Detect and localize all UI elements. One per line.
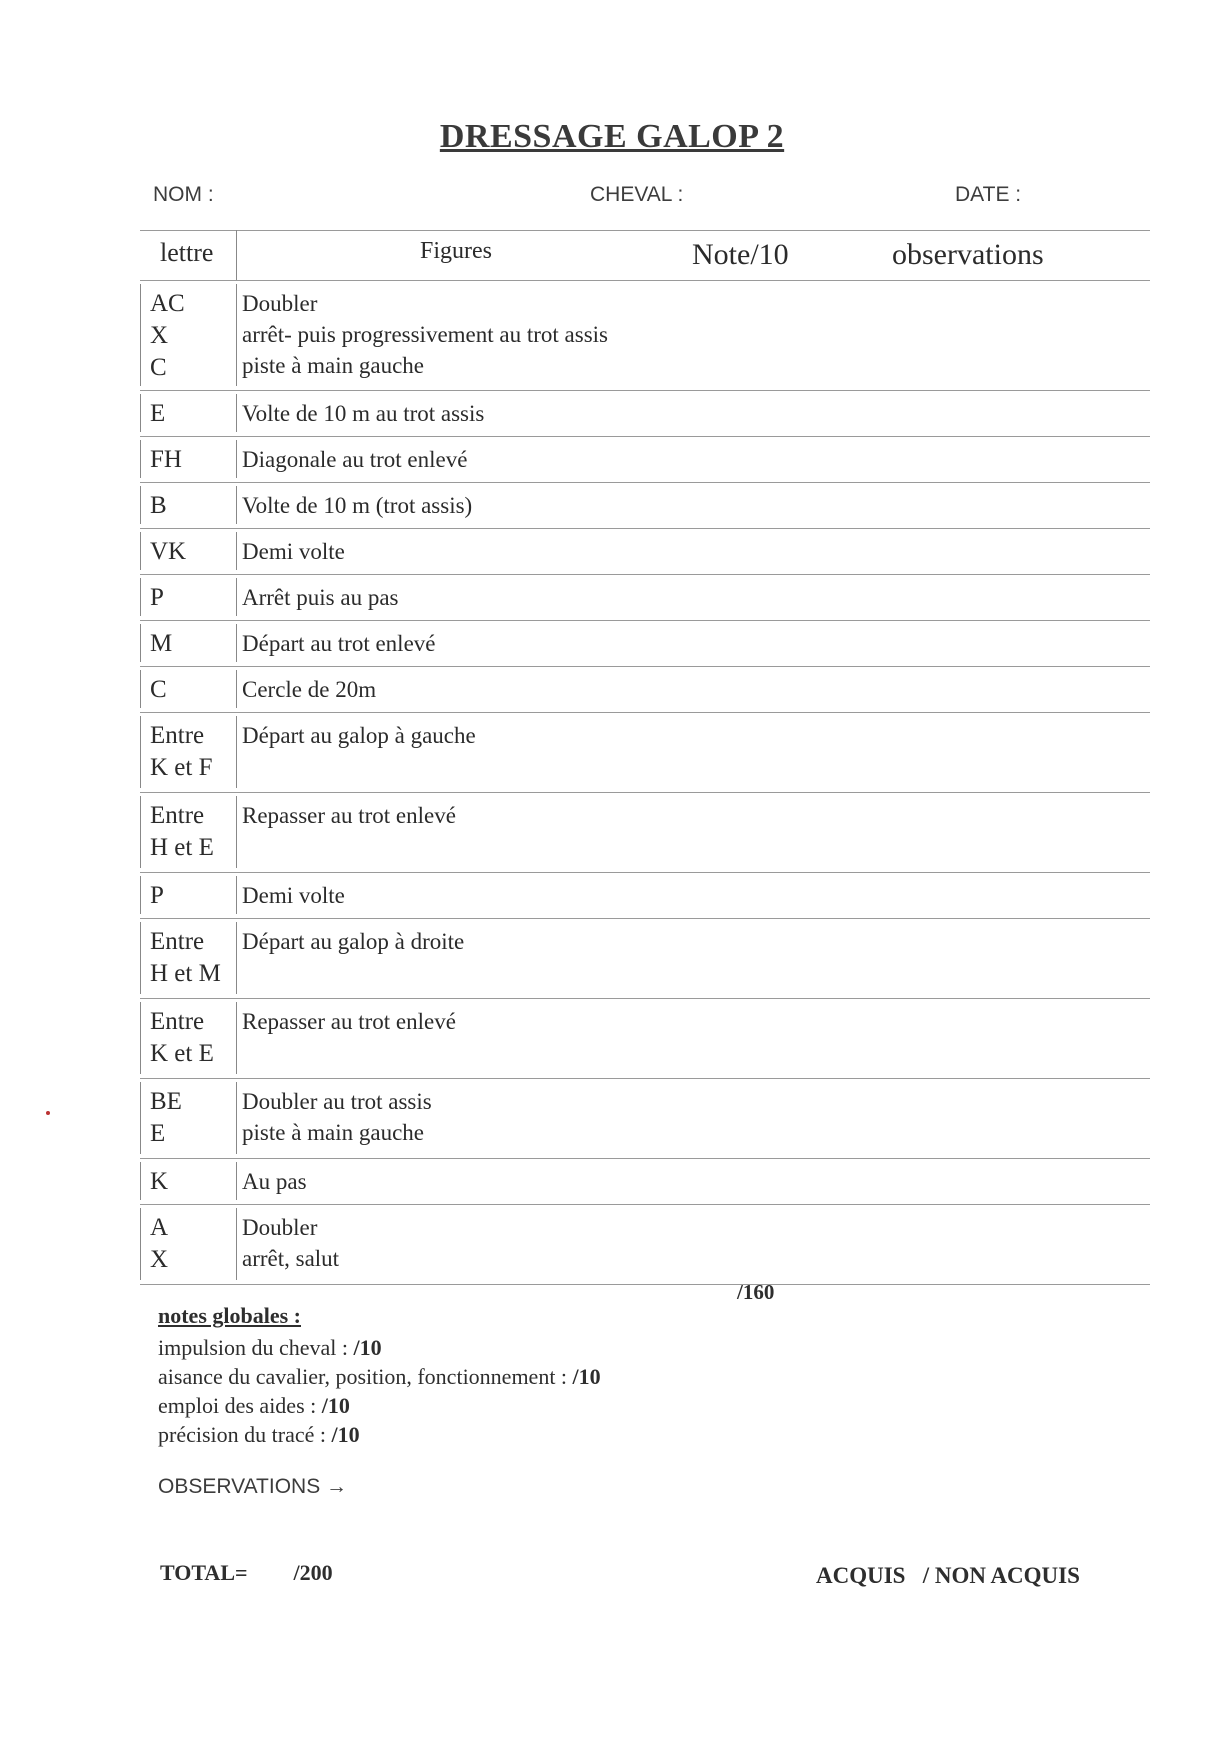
column-divider bbox=[236, 394, 237, 432]
column-divider bbox=[236, 1208, 237, 1280]
notes-globales-title: notes globales : bbox=[158, 1303, 301, 1328]
note-score: /10 bbox=[321, 1393, 350, 1418]
row-lettre: Entre H et E bbox=[150, 802, 214, 861]
column-divider bbox=[236, 1002, 237, 1074]
table-row bbox=[140, 280, 1150, 390]
note-score: /10 bbox=[353, 1335, 382, 1360]
row-figure: Volte de 10 m au trot assis bbox=[242, 401, 485, 426]
column-divider bbox=[236, 922, 237, 994]
table-row bbox=[140, 1158, 1150, 1204]
observations-label: OBSERVATIONS → bbox=[158, 1475, 348, 1498]
column-divider bbox=[140, 440, 141, 478]
row-lettre: K bbox=[150, 1168, 169, 1195]
table-row bbox=[140, 712, 1150, 792]
note-label: emploi des aides : bbox=[158, 1393, 317, 1418]
column-divider bbox=[140, 532, 141, 570]
column-divider bbox=[236, 1082, 237, 1154]
column-divider bbox=[236, 486, 237, 524]
note-label: aisance du cavalier, position, fonctionnement : bbox=[158, 1364, 568, 1389]
notes-globales-list bbox=[158, 1333, 601, 1449]
table-row bbox=[140, 436, 1150, 482]
table-row bbox=[140, 1078, 1150, 1158]
row-lettre: AC X C bbox=[150, 290, 185, 381]
row-figure: Au pas bbox=[242, 1169, 307, 1194]
row-figure: Diagonale au trot enlevé bbox=[242, 447, 468, 472]
total bbox=[160, 1560, 333, 1586]
column-divider bbox=[140, 876, 141, 914]
row-lettre: E bbox=[150, 400, 166, 427]
column-divider bbox=[236, 440, 237, 478]
table-row bbox=[140, 872, 1150, 918]
row-lettre: M bbox=[150, 630, 173, 657]
column-divider bbox=[140, 1208, 141, 1280]
column-divider bbox=[140, 284, 141, 386]
table-row bbox=[140, 666, 1150, 712]
note-score: /10 bbox=[572, 1364, 601, 1389]
row-lettre: P bbox=[150, 584, 164, 611]
table-row bbox=[140, 998, 1150, 1078]
row-lettre: C bbox=[150, 676, 167, 703]
row-lettre: A X bbox=[150, 1214, 169, 1273]
table-row bbox=[140, 574, 1150, 620]
row-figure: Arrêt puis au pas bbox=[242, 585, 399, 610]
column-divider bbox=[236, 670, 237, 708]
row-lettre: BE E bbox=[150, 1088, 182, 1147]
column-divider bbox=[140, 716, 141, 788]
column-divider bbox=[236, 1162, 237, 1200]
column-divider bbox=[140, 1082, 141, 1154]
column-divider bbox=[140, 578, 141, 616]
column-divider bbox=[140, 1002, 141, 1074]
column-divider bbox=[236, 876, 237, 914]
row-figure: Départ au galop à droite bbox=[242, 929, 465, 954]
row-figure: Cercle de 20m bbox=[242, 677, 377, 702]
table-row bbox=[140, 482, 1150, 528]
row-figure: Doubler au trot assis piste à main gauche bbox=[242, 1089, 432, 1145]
table-row bbox=[140, 918, 1150, 998]
row-lettre: P bbox=[150, 882, 164, 909]
row-figure: Demi volte bbox=[242, 883, 345, 908]
row-lettre: Entre K et F bbox=[150, 722, 213, 781]
table-row bbox=[140, 390, 1150, 436]
date-label: DATE : bbox=[955, 183, 1022, 206]
row-lettre: B bbox=[150, 492, 167, 519]
column-divider bbox=[140, 922, 141, 994]
page-title: DRESSAGE GALOP 2 bbox=[439, 118, 785, 155]
row-figure: Volte de 10 m (trot assis) bbox=[242, 493, 473, 518]
row-divider bbox=[140, 230, 1150, 231]
note-label: précision du tracé : bbox=[158, 1422, 326, 1447]
column-divider bbox=[236, 796, 237, 868]
speck bbox=[46, 1111, 50, 1115]
column-divider bbox=[236, 284, 237, 386]
row-figure: Repasser au trot enlevé bbox=[242, 803, 456, 828]
column-divider bbox=[140, 670, 141, 708]
row-figure: Repasser au trot enlevé bbox=[242, 1009, 456, 1034]
row-figure: Départ au galop à gauche bbox=[242, 723, 476, 748]
nom-label: NOM : bbox=[153, 183, 214, 206]
row-figure: Doubler arrêt, salut bbox=[242, 1215, 340, 1271]
row-lettre: FH bbox=[150, 446, 182, 473]
column-header-figures: Figures bbox=[420, 238, 492, 264]
column-header-lettre: lettre bbox=[160, 238, 214, 267]
note-label: impulsion du cheval : bbox=[158, 1335, 349, 1360]
table-row bbox=[140, 528, 1150, 574]
subtotal: /160 bbox=[737, 1280, 775, 1304]
column-divider bbox=[236, 532, 237, 570]
column-divider bbox=[236, 578, 237, 616]
table-row bbox=[140, 620, 1150, 666]
row-lettre: VK bbox=[150, 538, 187, 565]
result-choice: ACQUIS / NON ACQUIS bbox=[816, 1563, 1080, 1588]
row-figure: Départ au trot enlevé bbox=[242, 631, 436, 656]
total-value: /200 bbox=[293, 1560, 333, 1585]
column-divider bbox=[236, 230, 237, 280]
table-row bbox=[140, 1204, 1150, 1284]
note-item bbox=[158, 1391, 601, 1420]
row-lettre: Entre K et E bbox=[150, 1008, 214, 1067]
note-item bbox=[158, 1333, 601, 1362]
column-divider bbox=[140, 796, 141, 868]
row-divider bbox=[140, 1284, 1150, 1285]
note-score: /10 bbox=[331, 1422, 360, 1447]
table-row bbox=[140, 792, 1150, 872]
column-divider bbox=[140, 1162, 141, 1200]
column-header-note: Note/10 bbox=[692, 238, 789, 271]
column-divider bbox=[236, 624, 237, 662]
cheval-label: CHEVAL : bbox=[590, 183, 684, 206]
column-divider bbox=[236, 716, 237, 788]
column-divider bbox=[140, 394, 141, 432]
total-label: TOTAL= bbox=[160, 1560, 248, 1585]
column-header-observations: observations bbox=[892, 238, 1044, 271]
row-lettre: Entre H et M bbox=[150, 928, 221, 987]
column-divider bbox=[140, 624, 141, 662]
note-item bbox=[158, 1420, 601, 1449]
column-divider bbox=[140, 486, 141, 524]
row-figure: Demi volte bbox=[242, 539, 345, 564]
row-figure: Doubler arrêt- puis progressivement au trot assis piste à main gauche bbox=[242, 291, 608, 378]
note-item bbox=[158, 1362, 601, 1391]
